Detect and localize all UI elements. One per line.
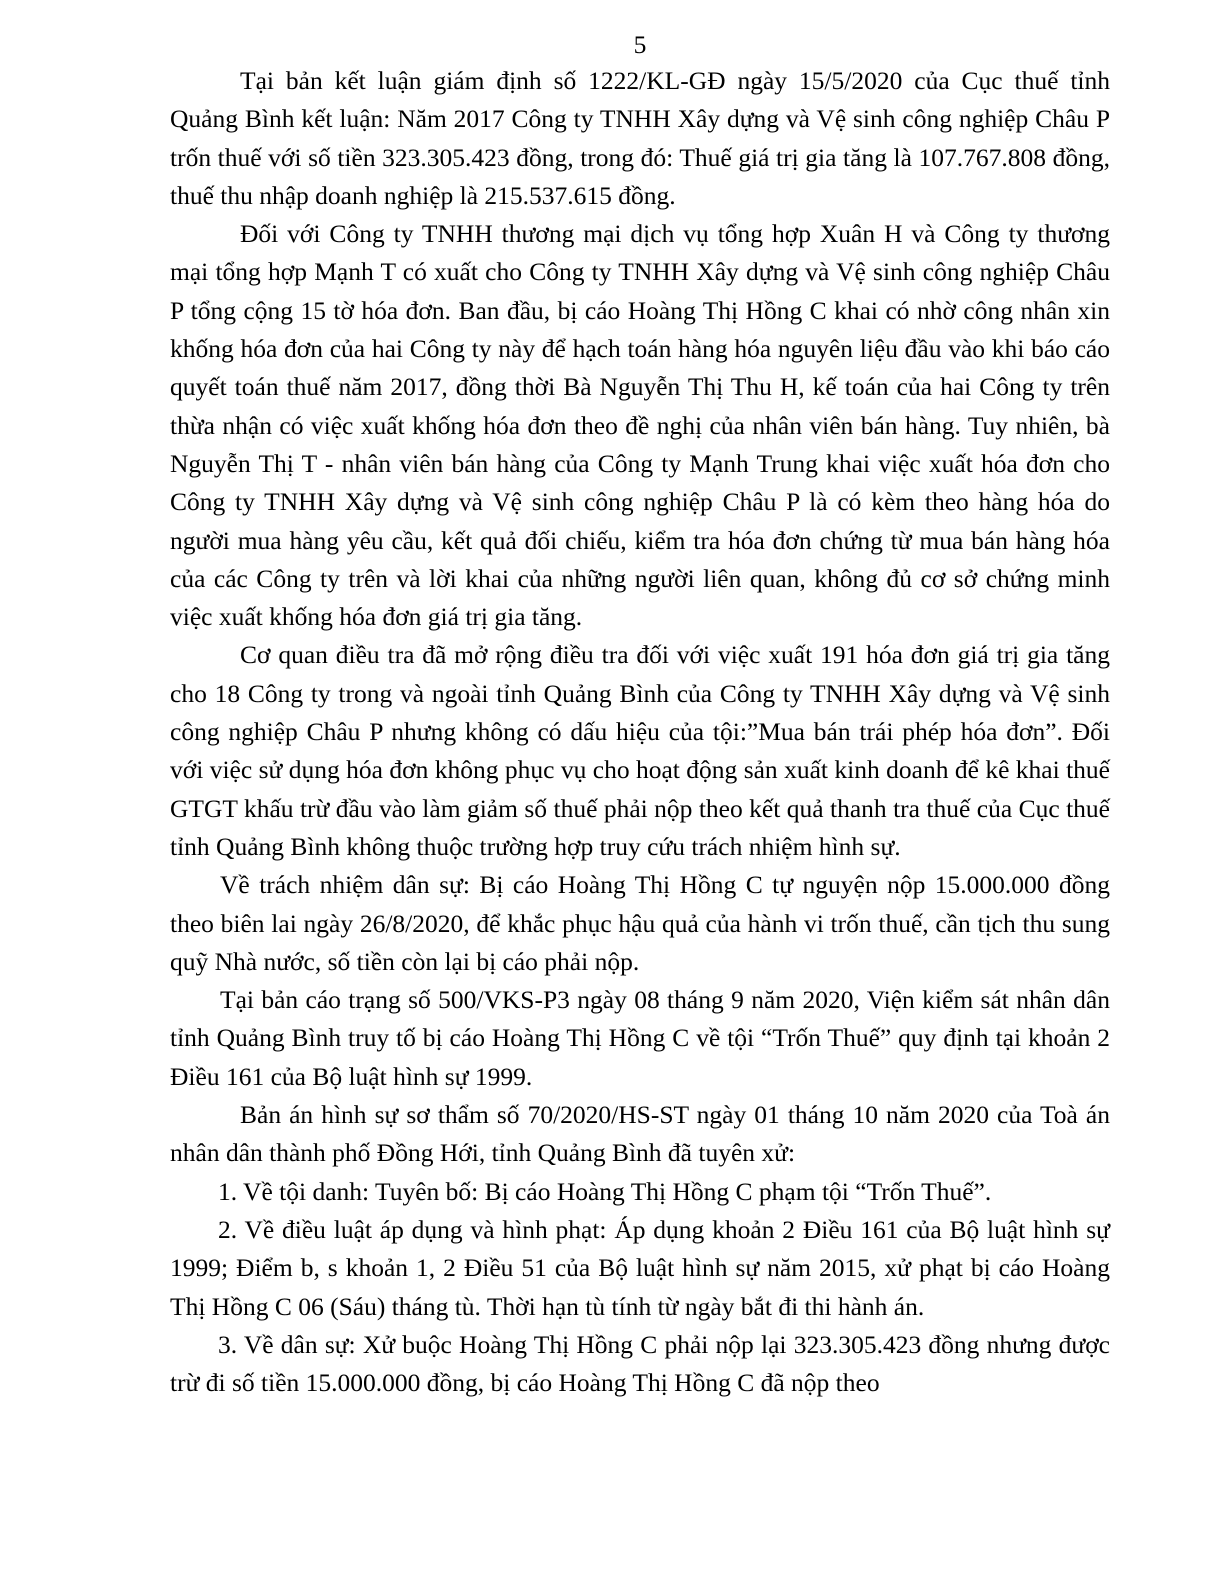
- paragraph-verdict-3: 3. Về dân sự: Xử buộc Hoàng Thị Hồng C phải nộp lại 323.305.423 đồng nhưng được trừ đi số tiền 15.000.000 đồng, bị cáo Hoàng Thị Hồng C đã nộp theo: [170, 1329, 1110, 1398]
- paragraph-indictment: Tại bản cáo trạng số 500/VKS-P3 ngày 08 tháng 9 năm 2020, Viện kiểm sát nhân dân tỉnh Quảng Bình truy tố bị cáo Hoàng Thị Hồng C về tội “Trốn Thuế” quy định tại khoản 2 Điều 161 của Bộ luật hình sự 1999.: [170, 985, 1110, 1091]
- paragraph-civil-liability: Về trách nhiệm dân sự: Bị cáo Hoàng Thị Hồng C tự nguyện nộp 15.000.000 đồng theo biên lai ngày 26/8/2020, để khắc phục hậu quả của hành vi trốn thuế, cần tịch thu sung quỹ Nhà nước, số tiền còn lại bị cáo phải nộp.: [170, 870, 1110, 976]
- paragraph-verdict-1: 1. Về tội danh: Tuyên bố: Bị cáo Hoàng Thị Hồng C phạm tội “Trốn Thuế”.: [218, 1176, 992, 1206]
- page-number: 5: [633, 30, 647, 59]
- paragraph-verdict-2: 2. Về điều luật áp dụng và hình phạt: Áp dụng khoản 2 Điều 161 của Bộ luật hình sự 1999; Điểm b, s khoản 1, 2 Điều 51 của Bộ luật hình sự năm 2015, xử phạt bị cáo Hoàng Thị Hồng C 06 (Sáu) tháng tù. Thời hạn tù tính từ ngày bắt đi thi hành án.: [170, 1214, 1110, 1321]
- paragraph-invoices: Đối với Công ty TNHH thương mại dịch vụ tổng hợp Xuân H và Công ty thương mại tổng hợp Mạnh T có xuất cho Công ty TNHH Xây dựng và Vệ sinh công nghiệp Châu P tổng cộng 15 tờ hóa đơn. Ban đầu, bị cáo Hoàng Thị Hồng C khai có nhờ công nhân xin khống hóa đơn của hai Công ty này để hạch toán hàng hóa nguyên liệu đầu vào khi báo cáo quyết toán thuế năm 2017, đồng thời Bà Nguyễn Thị Thu H, kế toán của hai Công ty trên thừa nhận có việc xuất khống hóa đơn theo đề nghị của nhân viên bán hàng. Tuy nhiên, bà Nguyễn Thị T - nhân viên bán hàng của Công ty Mạnh Trung khai việc xuất hóa đơn cho Công ty TNHH Xây dựng và Vệ sinh công nghiệp Châu P là có kèm theo hàng hóa do người mua hàng yêu cầu, kết quả đối chiếu, kiểm tra hóa đơn chứng từ mua bán hàng hóa của các Công ty trên và lời khai của những người liên quan, không đủ cơ sở chứng minh việc xuất khống hóa đơn giá trị gia tăng.: [170, 219, 1110, 632]
- paragraph-first-instance-judgment: Bản án hình sự sơ thẩm số 70/2020/HS-ST ngày 01 tháng 10 năm 2020 của Toà án nhân dân thành phố Đồng Hới, tỉnh Quảng Bình đã tuyên xử:: [170, 1100, 1110, 1168]
- paragraph-tax-conclusion: Tại bản kết luận giám định số 1222/KL-GĐ ngày 15/5/2020 của Cục thuế tỉnh Quảng Bình kết luận: Năm 2017 Công ty TNHH Xây dựng và Vệ sinh công nghiệp Châu P trốn thuế với số tiền 323.305.423 đồng, trong đó: Thuế giá trị gia tăng là 107.767.808 đồng, thuế thu nhập doanh nghiệp là 215.537.615 đồng.: [170, 66, 1110, 210]
- paragraph-investigation: Cơ quan điều tra đã mở rộng điều tra đối với việc xuất 191 hóa đơn giá trị gia tăng cho 18 Công ty trong và ngoài tỉnh Quảng Bình của Công ty TNHH Xây dựng và Vệ sinh công nghiệp Châu P nhưng không có dấu hiệu của tội:”Mua bán trái phép hóa đơn”. Đối với việc sử dụng hóa đơn không phục vụ cho hoạt động sản xuất kinh doanh để kê khai thuế GTGT khấu trừ đầu vào làm giảm số thuế phải nộp theo kết quả thanh tra thuế của Cục thuế tỉnh Quảng Bình không thuộc trường hợp truy cứu trách nhiệm hình sự.: [170, 640, 1110, 861]
- document-page: [170, 28, 1110, 1402]
